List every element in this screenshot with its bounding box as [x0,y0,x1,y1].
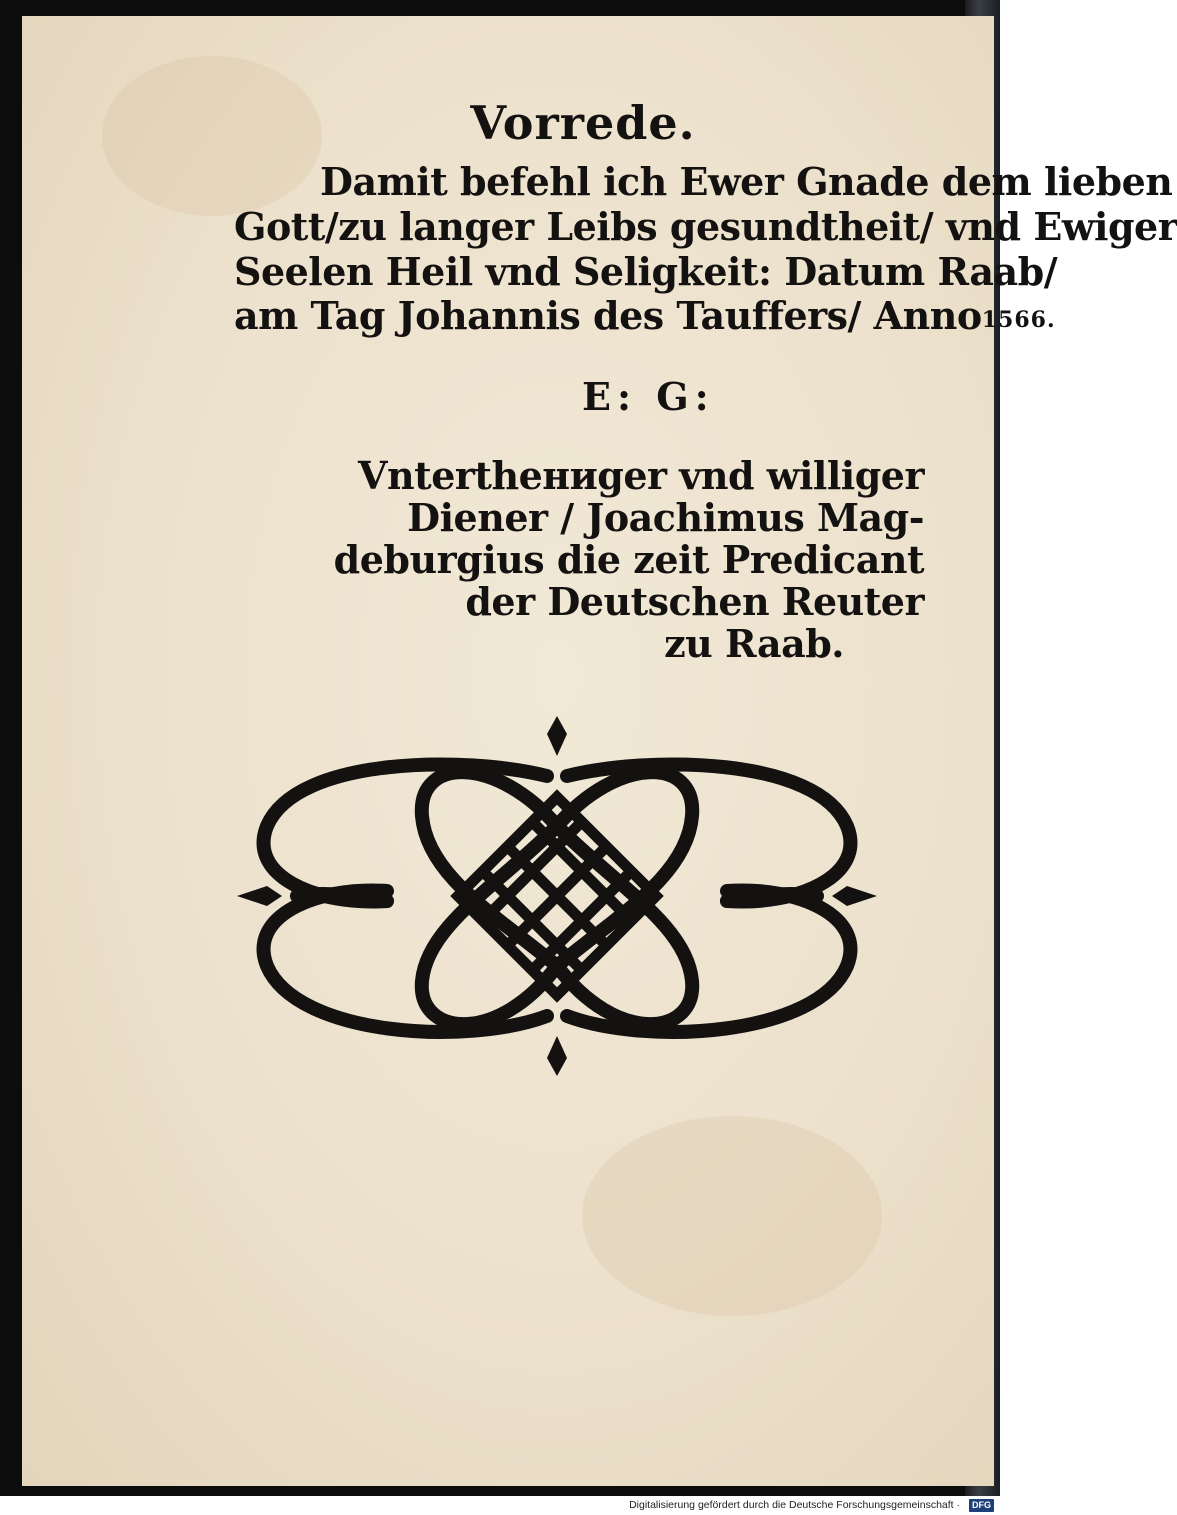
body-line-2: Gott/zu langer Leibs gesundtheit/ vnd Ewiger [234,204,1177,249]
signature-line-3: deburgius die zeit Predicant [333,537,924,582]
paper-stain [582,1116,882,1316]
footer-bar [0,1496,1000,1515]
dfg-logo: DFG [969,1499,994,1512]
page-heading: Vorrede. [470,96,696,150]
footer-credit: Digitalisierung gefördert durch die Deutsche Forschungsgemeinschaft · [629,1499,960,1511]
signature-initials: E: G: [582,374,715,419]
knotwork-ornament-icon [237,716,877,1076]
body-line-3: Seelen Heil vnd Seligkeit: Datum Raab/ [234,249,1058,294]
signature-line-1: Vnterthениger vnd williger [358,453,924,498]
body-line-4 [234,293,1056,338]
body-line-1: Damit befehl ich Ewer Gnade dem lieben [320,159,1173,204]
year: 1566. [981,307,1056,333]
book-page [22,16,1177,1486]
signature-line-5: zu Raab. [664,621,844,666]
signature-line-2: Diener / Joachimus Mag- [407,495,924,540]
body-line-4-text: am Tag Johannis des Tauffers/ Anno [234,293,982,338]
signature-line-4: der Deutschen Reuter [465,579,924,624]
